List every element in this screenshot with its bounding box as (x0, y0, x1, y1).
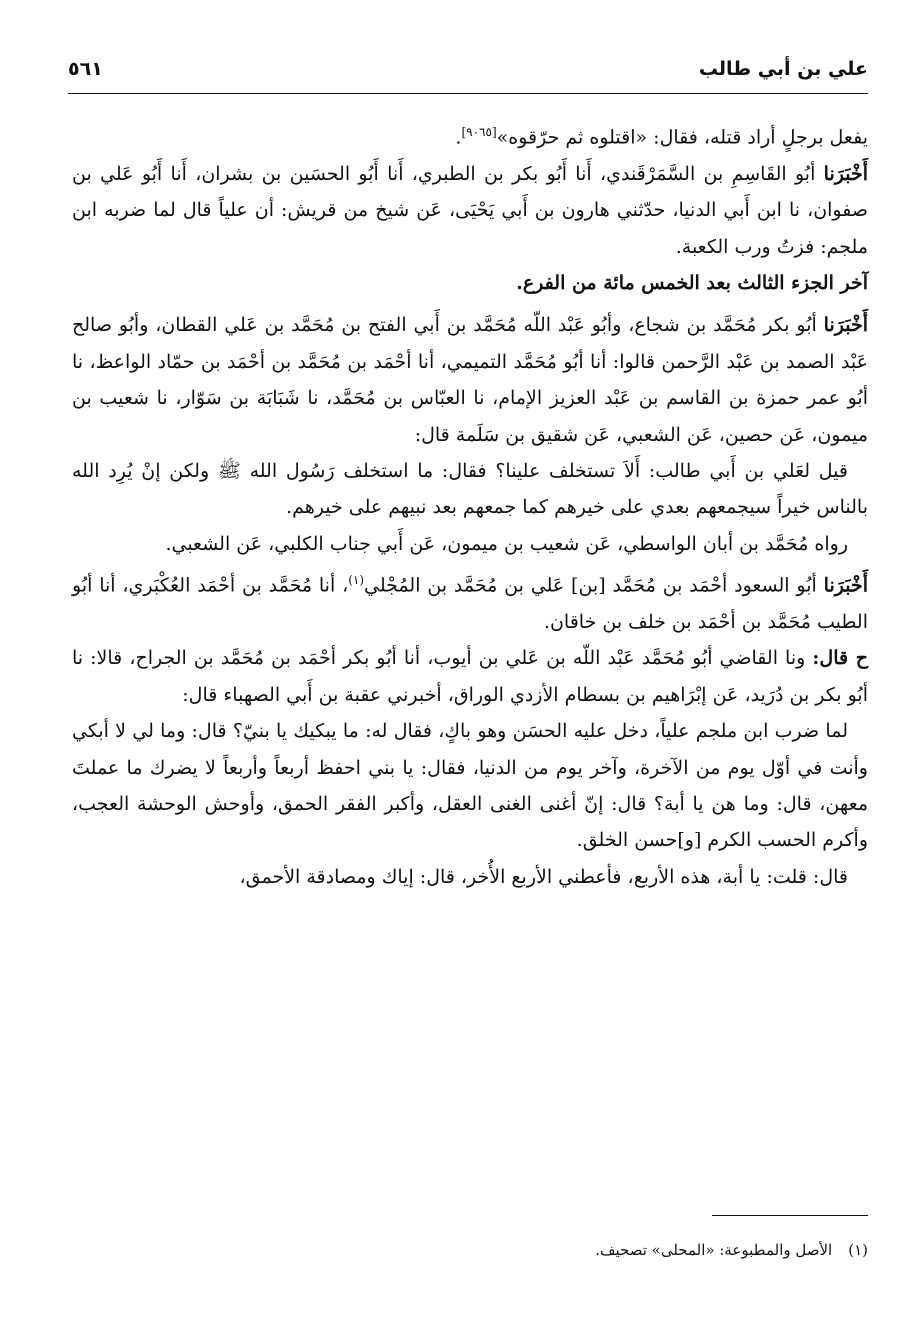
paragraph-text: قال: قلت: يا أبة، هذه الأربع، فأعطني الأربع الأُخر، قال: إياك ومصادقة الأحمق، (239, 865, 848, 888)
paragraph-text: أبُو السعود أحْمَد بن مُحَمَّد [بن] عَلي بن مُحَمَّد بن المُجْلي (364, 574, 817, 597)
isnad-lead: أَخْبَرَنا (823, 574, 868, 597)
isnad-lead: أَخْبَرَنا (823, 314, 868, 337)
footnote-rule (712, 1215, 868, 1216)
paragraph-10 (72, 859, 868, 895)
page-header (68, 58, 868, 92)
footnote-ref: (١) (348, 573, 365, 588)
page-number: ٥٦١ (68, 58, 103, 80)
paragraph-text: آخر الجزء الثالث بعد الخمس مائة من الفرع. (516, 271, 868, 294)
paragraph-1 (72, 114, 868, 156)
paragraph-2 (72, 156, 868, 265)
paragraph-6 (72, 526, 868, 562)
running-title: علي بن أبي طالب (698, 58, 868, 80)
section-end-note (72, 265, 868, 301)
paragraph-text: لما ضرب ابن ملجم علياً، دخل عليه الحسَن وهو باكٍ، فقال له: ما يبكيك يا بنيّ؟ قال: وما لي لا أبكي وأنت في أوّل يوم من الآخرة، وآخر يوم من الدنيا، فقال: يا بني احفظ أربعاً وأربعاً لا يضرك ما عملتَ معهن، قال: وما هن يا أبة؟ قال: إنّ أغنى الغنى العقل، وأكبر الفقر الحمق، وأوحش الوحشة العجب، وأكرم الحسب الكرم [و]حسن الخلق. (72, 720, 868, 852)
paragraph-8 (72, 640, 868, 713)
paragraph-text: يفعل برجلٍ أراد قتله، فقال: «اقتلوه ثم حرّقوه» (496, 126, 868, 149)
paragraph-text: أبُو القَاسِمِ بن السَّمَرْقَندي، أَنا أَبُو بكر بن الطبري، أَنا أَبُو الحسَين بن بشران، أَنا أَبُو عَلي بن صفوان، نا ابن أَبي الدنيا، حدّثني هارون بن أَبي يَحْيَى، عَن شيخ من قريش: أن علياً قال لما ضربه ابن ملجم: فزتُ ورب الكعبة. (72, 162, 868, 258)
paragraph-text: قيل لعَلي بن أَبي طالب: أَلاَ تستخلف علينا؟ فقال: ما استخلف رَسُول الله ﷺ ولكن إنْ يُرِد الله بالناس خيراً سيجمعهم بعدي على خيرهم كما جمعهم بعد نبيهم على خيرهم. (72, 459, 868, 519)
isnad-lead: ح قال: (812, 647, 868, 670)
paragraph-tail: ، أنا مُحَمَّد بن أحْمَد العُكْبَري، أنا أبُو الطيب مُحَمَّد بن أحْمَد بن خلف بن خاقان. (72, 574, 868, 633)
hadith-number: [٩٠٦٥] (461, 125, 497, 139)
paragraph-tail: . (455, 126, 462, 149)
paragraph-text: رواه مُحَمَّد بن أبان الواسطي، عَن شعيب بن ميمون، عَن أَبي جناب الكلبي، عَن الشعبي. (165, 532, 848, 555)
body-text (72, 114, 868, 895)
paragraph-7 (72, 562, 868, 640)
isnad-lead: أَخْبَرَنا (823, 162, 868, 185)
paragraph-9 (72, 713, 868, 859)
paragraph-text: أبُو بكر مُحَمَّد بن شجاع، وأبُو عَبْد اللّه مُحَمَّد بن أَبي الفتح بن مُحَمَّد بن عَلي القطان، وأبُو صالح عَبْد الصمد بن عَبْد الرَّحمن قالوا: أنا أبُو مُحَمَّد التميمي، أنا أحْمَد بن مُحَمَّد بن أحْمَد بن حمّاد الواعظ، نا أبُو عمر حمزة بن القاسم بن عَبْد العزيز الإمام، نا العبّاس بن مُحَمَّد، نا شَبَابَة بن سَوّار، نا شعيب بن ميمون، عَن حصين، عَن الشعبي، عَن شقيق بن سَلَمة قال: (72, 314, 868, 446)
paragraph-4 (72, 307, 868, 453)
header-rule (68, 93, 868, 94)
footnote-marker: (١) (848, 1241, 868, 1259)
paragraph-5 (72, 453, 868, 526)
paragraph-text: ونا القاضي أبُو مُحَمَّد عَبْد اللّه بن عَلي بن أيوب، أنا أبُو بكر أحْمَد بن مُحَمَّد بن الجراح، قالا: نا أبُو بكر بن دُرَيد، عَن إبْرَاهيم بن بسطام الأزدي الوراق، أخبرني عقبة بن أَبي الصهباء قال: (72, 647, 868, 706)
footnote (72, 1238, 868, 1262)
footnote-text: الأصل والمطبوعة: «المحلى» تصحيف. (595, 1241, 833, 1259)
